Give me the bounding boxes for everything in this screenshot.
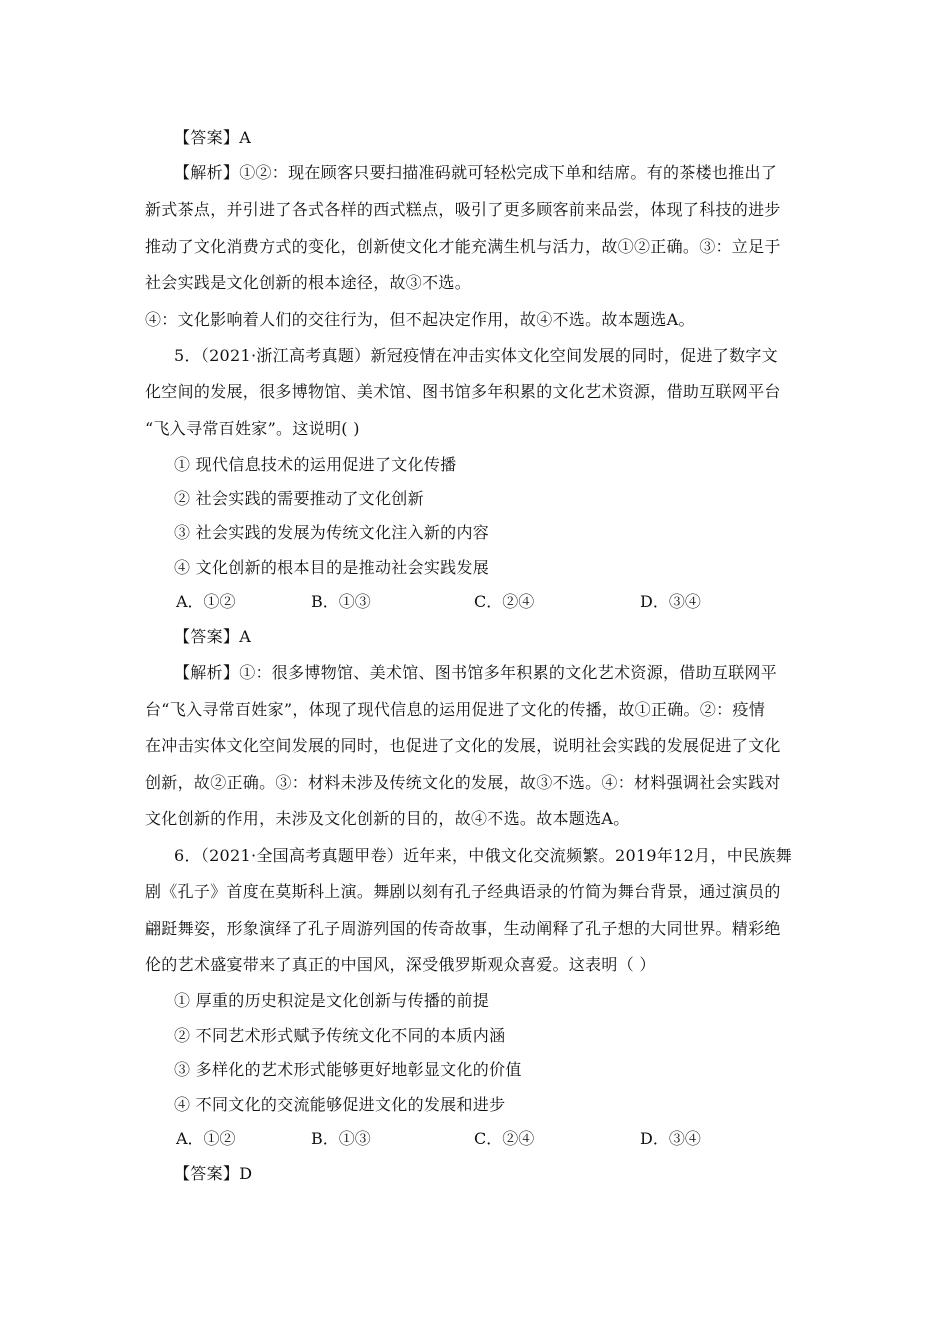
statement-item: ② 社会实践的需要推动了文化创新 — [174, 489, 424, 508]
question-stem: 伦的艺术盛宴带来了真正的中国风，深受俄罗斯观众喜爱。这表明（ ） — [145, 955, 656, 974]
analysis-line: 创新，故②正确。③：材料未涉及传统文化的发展，故③不选。④：材料强调社会实践对 — [145, 773, 781, 792]
option-b: B．①③ — [311, 592, 371, 611]
analysis-line: 在冲击实体文化空间发展的同时，也促进了文化的发展，说明社会实践的发展促进了文化 — [145, 736, 781, 755]
analysis-line: 【解析】①②：现在顾客只要扫描准码就可轻松完成下单和结席。有的茶楼也推出了 — [174, 163, 778, 182]
analysis-line: 台“飞入寻常百姓家”，体现了现代信息的运用促进了文化的传播，故①正确。②：疫情 — [145, 700, 766, 719]
question-stem: 翩跹舞姿，形象演绎了孔子周游列国的传奇故事，生动阐释了孔子想的大同世界。精彩绝 — [145, 919, 781, 938]
statement-item: ② 不同艺术形式赋予传统文化不同的本质内涵 — [174, 1026, 506, 1045]
statement-item: ① 现代信息技术的运用促进了文化传播 — [174, 455, 457, 474]
option-a: A．①② — [176, 1129, 236, 1148]
option-b: B．①③ — [311, 1129, 371, 1148]
question-stem: 化空间的发展，很多博物馆、美术馆、图书馆多年积累的文化艺术资源，借助互联网平台 — [145, 382, 781, 401]
answer-label: 【答案】A — [174, 128, 252, 147]
analysis-line: 推动了文化消费方式的变化，创新使文化才能充满生机与活力，故①②正确。③：立足于 — [145, 237, 781, 256]
option-a: A．①② — [176, 592, 236, 611]
answer-label: 【答案】D — [174, 1164, 253, 1183]
analysis-line: 文化创新的作用，未涉及文化创新的目的，故④不选。故本题选A。 — [145, 809, 630, 828]
question-stem: 5．（2021·浙江高考真题）新冠疫情在冲击实体文化空间发展的同时，促进了数字文 — [174, 346, 778, 365]
question-stem: “飞入寻常百姓家”。这说明( ) — [145, 419, 360, 438]
statement-item: ③ 多样化的艺术形式能够更好地彰显文化的价值 — [174, 1060, 522, 1079]
option-c: C．②④ — [474, 1129, 535, 1148]
analysis-line: 新式茶点，并引进了各式各样的西式糕点，吸引了更多顾客前来品尝，体现了科技的进步 — [145, 200, 781, 219]
question-stem: 剧《孔子》首度在莫斯科上演。舞剧以刻有孔子经典语录的竹简为舞台背景，通过演员的 — [145, 882, 781, 901]
analysis-line: 社会实践是文化创新的根本途径，故③不选。 — [145, 273, 472, 292]
option-c: C．②④ — [474, 592, 535, 611]
answer-label: 【答案】A — [174, 627, 252, 646]
analysis-line: 【解析】①：很多博物馆、美术馆、图书馆多年积累的文化艺术资源，借助互联网平 — [174, 663, 778, 682]
question-stem: 6．（2021·全国高考真题甲卷）近年来，中俄文化交流频繁。2019年12月，中民族舞 — [174, 846, 792, 865]
option-d: D．③④ — [640, 592, 701, 611]
statement-item: ① 厚重的历史积淀是文化创新与传播的前提 — [174, 991, 490, 1010]
analysis-line: ④：文化影响着人们的交往行为，但不起决定作用，故④不选。故本题选A。 — [145, 310, 695, 329]
statement-item: ③ 社会实践的发展为传统文化注入新的内容 — [174, 523, 490, 542]
statement-item: ④ 文化创新的根本目的是推动社会实践发展 — [174, 558, 490, 577]
option-d: D．③④ — [640, 1129, 701, 1148]
statement-item: ④ 不同文化的交流能够促进文化的发展和进步 — [174, 1095, 506, 1114]
